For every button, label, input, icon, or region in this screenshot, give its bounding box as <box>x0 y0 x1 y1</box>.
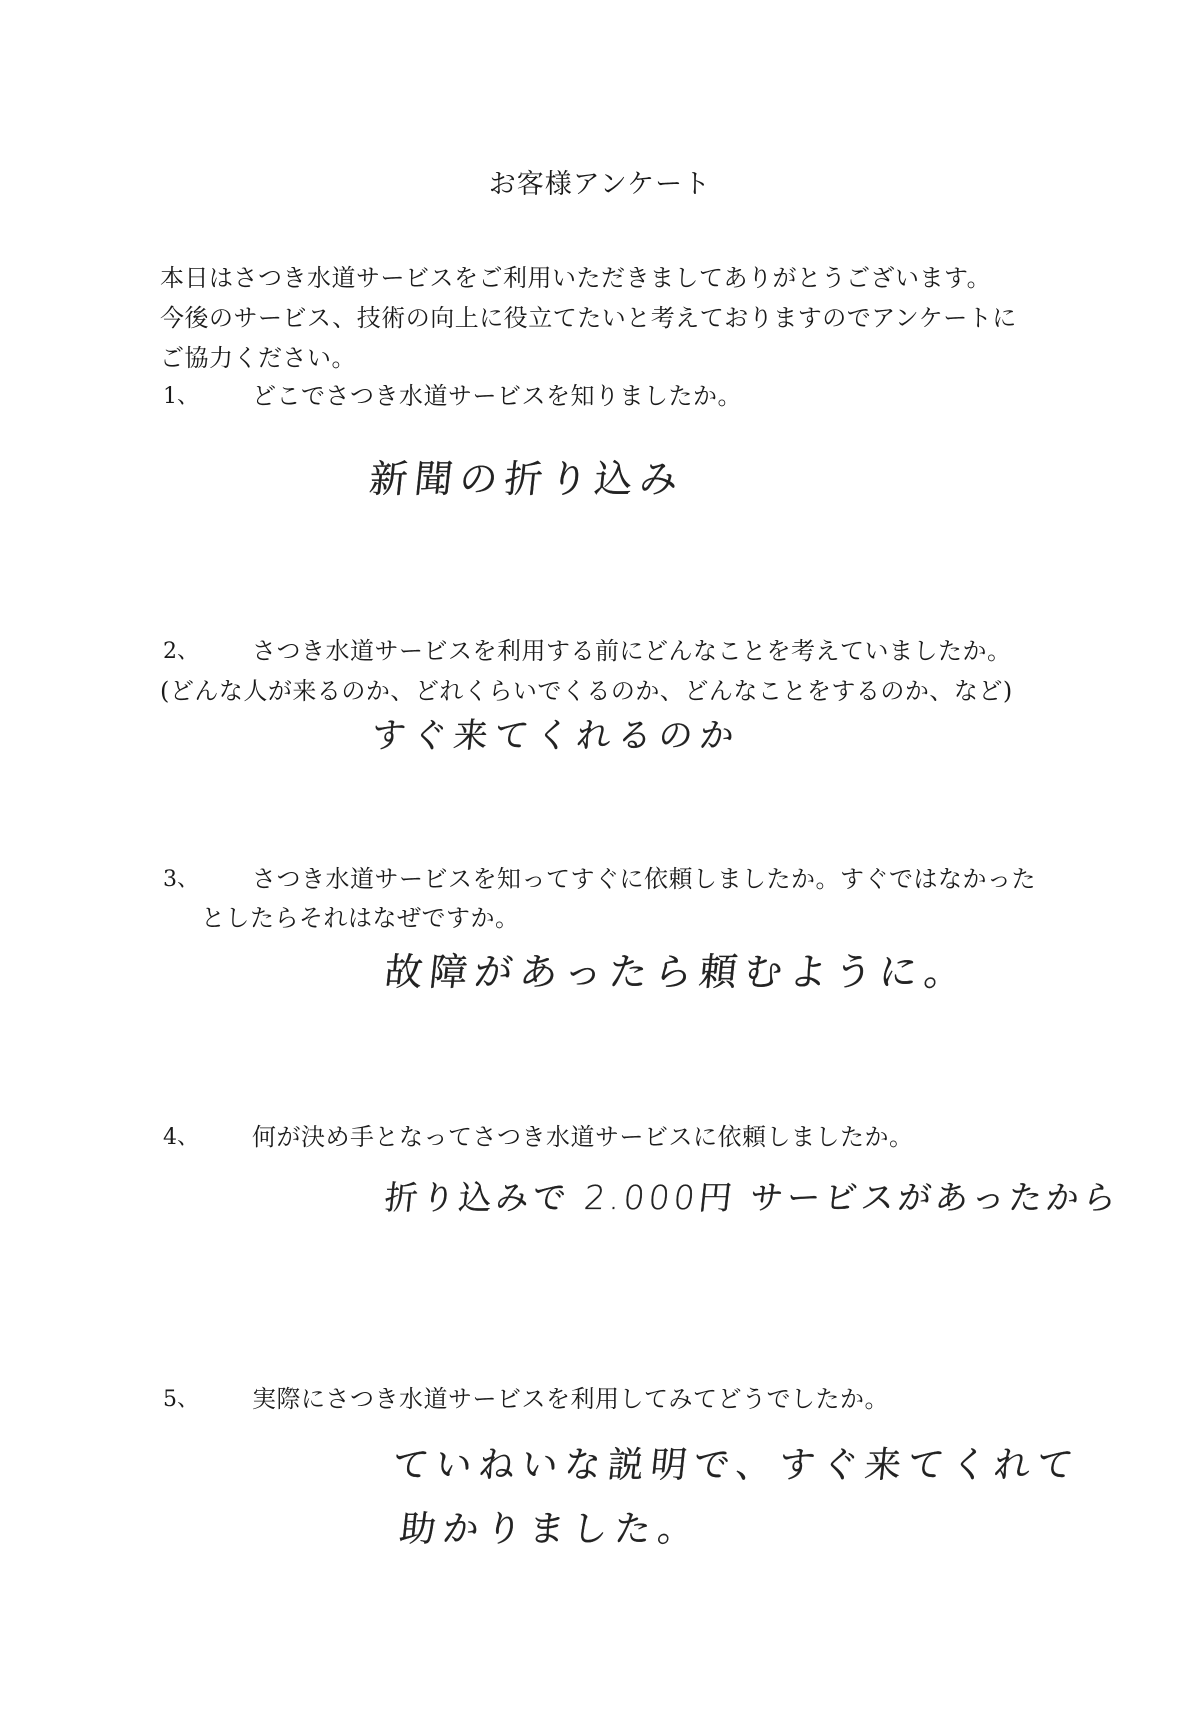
question-1-number: 1、 <box>163 384 199 409</box>
question-4-answer: 折り込みで 2.000円 サービスがあったから <box>382 1178 1122 1217</box>
intro-paragraph <box>160 258 1060 378</box>
question-5-answer-line-2: 助かりました。 <box>397 1509 703 1550</box>
question-1-answer: 新聞の折り込み <box>367 457 687 501</box>
question-5-number: 5、 <box>163 1387 199 1412</box>
question-5-answer-line-1: ていねいな説明で、すぐ来てくれて <box>390 1445 1083 1486</box>
question-2-subtext: (どんな人が来るのか、どれくらいでくるのか、どんなことをするのか、など) <box>160 677 1013 705</box>
intro-line: ご協力ください。 <box>160 344 356 372</box>
question-4-text: 何が決め手となってさつき水道サービスに依頼しましたか。 <box>252 1123 914 1151</box>
question-5-text: 実際にさつき水道サービスを利用してみてどうでしたか。 <box>252 1385 889 1413</box>
question-3-answer: 故障があったら頼むように。 <box>382 950 972 994</box>
question-1-text: どこでさつき水道サービスを知りましたか。 <box>252 382 742 410</box>
question-3-text: さつき水道サービスを知ってすぐに依頼しましたか。すぐではなかった <box>252 865 1036 893</box>
survey-title: お客様アンケート <box>488 169 712 200</box>
intro-line: 今後のサービス、技術の向上に役立てたいと考えておりますのでアンケートに <box>160 304 1017 332</box>
question-2-number: 2、 <box>163 639 199 664</box>
question-3-subtext: としたらそれはなぜですか。 <box>201 904 520 932</box>
intro-line: 本日はさつき水道サービスをご利用いただきましてありがとうございます。 <box>160 264 992 292</box>
question-4-number: 4、 <box>163 1125 199 1150</box>
question-2-answer: すぐ来てくれるのか <box>369 716 743 756</box>
question-2-text: さつき水道サービスを利用する前にどんなことを考えていましたか。 <box>252 637 1012 665</box>
question-3-number: 3、 <box>163 867 199 892</box>
